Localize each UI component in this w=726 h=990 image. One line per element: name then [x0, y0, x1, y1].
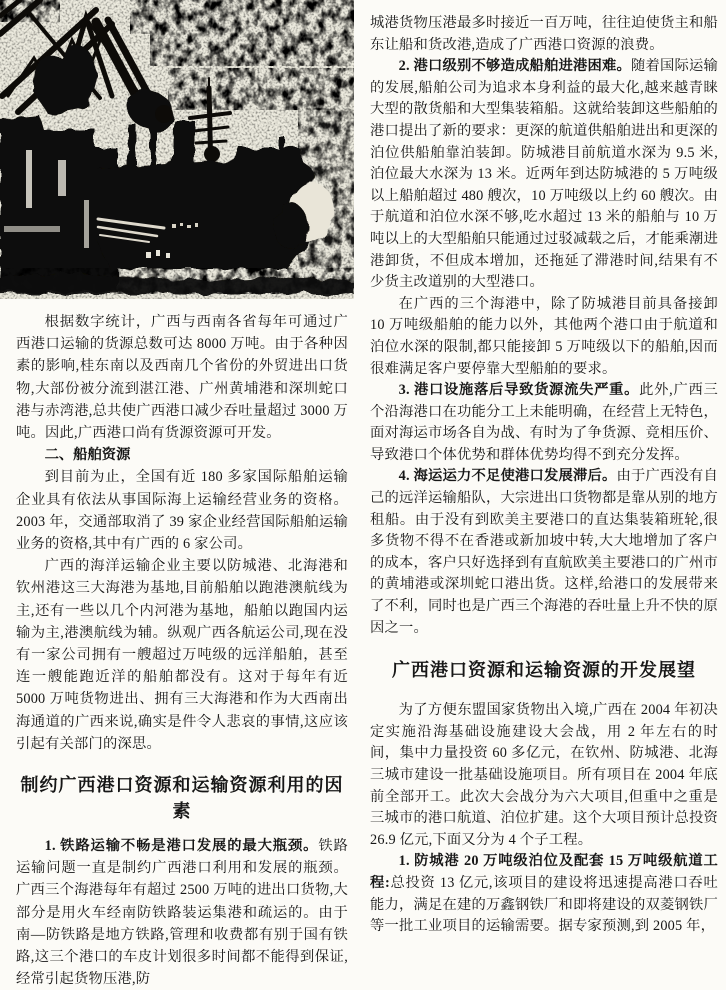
body-paragraph: 城港货物压港最多时接近一百万吨，往往迫使货主和船东让船和货改港,造成了广西港口资源的浪费。 [370, 15, 718, 53]
body-paragraph: 为了方便东盟国家货物出入境,广西在 2004 年初决定实施沿海基础设施建设大会战，用 2 年左右的时间，集中力量投资 60 多亿元，在钦州、防城港、北海三城市建设一批基础设施项目。所有项目在 2004 年底前全部开工。此次大会战分为六大项目,但重中之重是三城市的港口航道、泊位扩建。这个大项目预计总投资 26.9 亿元,下面又分为 4 个子工程。 [370, 702, 718, 848]
paragraph-lead: 2. 港口级别不够造成船舶进港困难。 [398, 58, 631, 75]
left-column [0, 0, 354, 988]
body-paragraph: 在广西的三个海港中，除了防城港目前具备接卸 10 万吨级船舶的能力以外，其他两个港口由于航道和泊位水深的限制,都只能接卸 5 万吨级以下的船舶,因而很难满足客户要停靠大型船舶的要求。 [370, 295, 718, 377]
port-crane-photo [0, 0, 354, 299]
subsection-heading: 二、船舶资源 [44, 447, 131, 464]
body-paragraph: 到目前为止，全国有近 180 多家国际船舶运输企业具有依法从事国际海上运输经营业务的资格。2003 年，交通部取消了 39 家企业经营国际船舶运输业务的资格,其中有广西的 6 家公司。 [16, 469, 348, 553]
left-column-text [0, 311, 354, 990]
body-paragraph: 4. 海运运力不足使港口发展滞后。由于广西没有自己的远洋运输船队，大宗进出口货物都是靠从别的地方租船。由于没有到欧美主要港口的直达集装箱班轮,很多货物不得不在香港或新加坡中转,大大地增加了客户的成本，客户只好选择到有直航欧美主要港口的广州市的黄埔港或深圳蛇口港出货。这样,给港口的发展带来了不利，同时也是广西三个海港的吞吐量上升不快的原因之一。 [370, 468, 718, 636]
port-crane-photo-art [0, 0, 354, 299]
body-paragraph: 1. 防城港 20 万吨级泊位及配套 15 万吨级航道工程:总投资 13 亿元,该项目的建设将迅速提高港口吞吐能力，满足在建的万鑫钢铁厂和即将建设的双菱钢铁厂等一批工业项目的运输需要。据专家预测,到 2005 年， [370, 853, 718, 935]
paragraph-lead: 3. 港口设施落后导致货源流失严重。 [398, 382, 640, 399]
section-heading: 广西港口资源和运输资源的开发展望 [392, 660, 696, 681]
paragraph-lead: 1. 防城港 20 万吨级泊位及配套 15 万吨级航道工程: [370, 853, 718, 891]
section-heading: 制约广西港口资源和运输资源利用的因素 [20, 775, 344, 822]
right-column [370, 0, 722, 949]
body-paragraph: 根据数字统计，广西与西南各省每年可通过广西港口运输的货源总数可达 8000 万吨。由于各种因素的影响,桂东南以及西南几个省份的外贸进出口货物,大部份被分流到湛江港、广州黄埔港和深圳蛇口港与赤湾港,总共使广西港口减少吞吐量超过 3000 万吨。因此,广西港口尚有货源资源可开发。 [16, 314, 348, 442]
body-paragraph: 3. 港口设施落后导致货源流失严重。此外,广西三个沿海港口在功能分工上未能明确，在经营上无特色，面对海运市场各自为战、有时为了争货源、竞相压价、导致港口个体优势和群体优势均得不到充分发挥。 [370, 382, 718, 463]
paragraph-lead: 4. 海运运力不足使港口发展滞后。 [398, 468, 617, 485]
body-paragraph: 2. 港口级别不够造成船舶进港困难。随着国际运输的发展,船舶公司为追求本身利益的最大化,越来越青睐大型的散货船和大型集装箱船。这就给装卸这些船舶的港口提出了新的要求：更深的航道供船舶进出和更深的泊位供船舶靠泊装卸。防城港目前航道水深为 9.5 米,泊位最大水深为 13 米。近两年到达防城港的 5 万吨级以上船舶超过 480 艘次，10 万吨级以上约 60 艘次。由于航道和泊位水深不够,吃水超过 13 米的船舶与 10 万吨以上的大型船舶只能通过过驳减载之后，才能乘潮进港卸货，不但成本增加，还拖延了滞港时间,结果有不少货主改道别的大型港口。 [370, 58, 718, 291]
body-paragraph: 广西的海洋运输企业主要以防城港、北海港和钦州港这三大海港为基地,目前船舶以跑港澳航线为主,还有一些以几个内河港为基地，船舶以跑国内运输为主,港澳航线为辅。纵观广西各航运公司,现在没有一家公司拥有一艘超过万吨级的远洋船舶，甚至连一艘能跑近洋的船舶都没有。这对于每年有近 5000 万吨货物进出、拥有三大海港和作为大西南出海通道的广西来说,确实是件令人悲哀的事情,这应该引起有关部门的深思。 [16, 558, 348, 752]
paragraph-lead: 1. 铁路运输不畅是港口发展的最大瓶颈。 [44, 838, 319, 855]
body-paragraph: 1. 铁路运输不畅是港口发展的最大瓶颈。铁路运输问题一直是制约广西港口利用和发展的瓶颈。广西三个海港每年有超过 2500 万吨的进出口货物,大部分是用火车经南防铁路装运集港和疏运的。由于南—防铁路是地方铁路,管理和收费都有别于国有铁路,这三个港口的车皮计划很多时间都不能得到保证,经常引起货物压港,防 [16, 838, 348, 988]
